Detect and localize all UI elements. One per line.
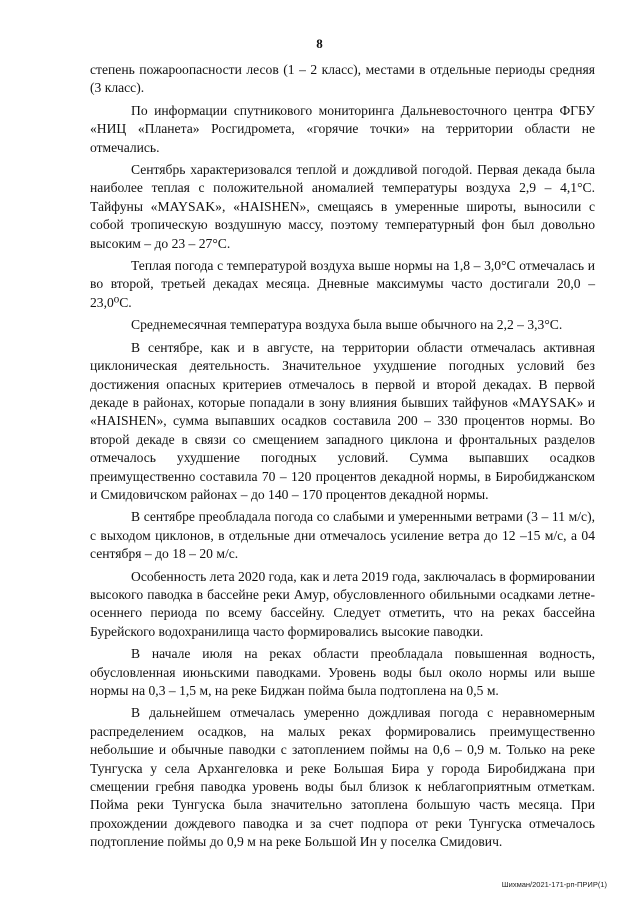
paragraph-july-rivers: В начале июля на реках области преобладала повышенная водность, обусловленная июньскими паводками. Уровень воды был около нормы или выше нормы на 0,3 – 1,5 м, на реке Биджан пойма была подтоплена на 0,5 м. [90, 646, 595, 698]
paragraph-warm-weather: Теплая погода с температурой воздуха выше нормы на 1,8 – 3,0°С отмечалась и во второй, третьей декадах месяца. Дневные максимумы часто достигали 20,0 – 23,0⁰С. [90, 258, 595, 310]
paragraph-cyclonic-activity: В сентябре, как и в августе, на территории области отмечалась активная циклоническая деятельность. Значительное ухудшение погодных условий без достижения опасных критериев отмечалось в первой и второй декадах. В первой декаде в районах, которые попадали в зону влияния бывших тайфунов «MAYSAK» и «HAISHEN», сумма выпавших осадков составила 200 – 330 процентов нормы. Во второй декаде в связи со смещением западного циклона и фронтальных разделов отмечалось ухудшение погодных условий. Сумма выпавших осадков преимущественно составила 70 – 120 процентов декадной нормы, в Биробиджанском и Смидовичском районах – до 140 – 170 процентов декадной нормы. [90, 339, 595, 502]
paragraph-later-floods: В дальнейшем отмечалась умеренно дождливая погода с неравномерным распределением осадков, на малых реках формировались преимущественно небольшие и обычные паводки с затоплением поймы на 0,6 – 0,9 м. Только на реке Тунгуска у села Архангеловка и реке Большая Бира у города Биробиджана при смещении гребня паводка уровень воды был близок к неблагоприятным отметкам. Пойма реки Тунгуска была значительно затоплена большую часть месяца. При прохождении дождевого паводка и за счет подпора от реки Тунгуска отмечалось подтопление поймы до 0,9 м на реке Большой Ин у поселка Смидович. [90, 705, 595, 850]
paragraph-continuation: степень пожароопасности лесов (1 – 2 класс), местами в отдельные периоды средняя (3 класс). [90, 62, 595, 96]
document-reference-code: Шихман/2021-171-рп-ПРИР(1) [501, 880, 607, 889]
document-body [90, 61, 595, 852]
page-number: 8 [316, 36, 323, 51]
paragraph-summer-flood: Особенность лета 2020 года, как и лета 2019 года, заключалась в формировании высокого паводка в бассейне реки Амур, обусловленного обильными осадками летне-осеннего периода по всему бассейну. Следует отметить, что на реках бассейна Бурейского водохранилища часто формировались высокие паводки. [90, 568, 595, 639]
paragraph-september-weather: Сентябрь характеризовался теплой и дождливой погодой. Первая декада была наиболее теплая с положительной аномалией температуры воздуха 2,9 – 4,1°С. Тайфуны «MAYSAK», «HAISHEN», смещаясь в умеренные широты, выносили с собой тропическую воздушную массу, поэтому температурный фон был довольно высоким – до 23 – 27°С. [90, 162, 595, 251]
paragraph-satellite-monitoring: По информации спутникового мониторинга Дальневосточного центра ФГБУ «НИЦ «Планета» Росгидромета, «горячие точки» на территории области не отмечались. [90, 102, 595, 155]
paragraph-winds: В сентябре преобладала погода со слабыми и умеренными ветрами (3 – 11 м/с), с выходом циклонов, в отдельные дни отмечалось усиление ветра до 12 –15 м/с, а 04 сентября – до 18 – 20 м/с. [90, 509, 595, 562]
paragraph-mean-temperature: Среднемесячная температура воздуха была выше обычного на 2,2 – 3,3°С. [131, 317, 563, 333]
